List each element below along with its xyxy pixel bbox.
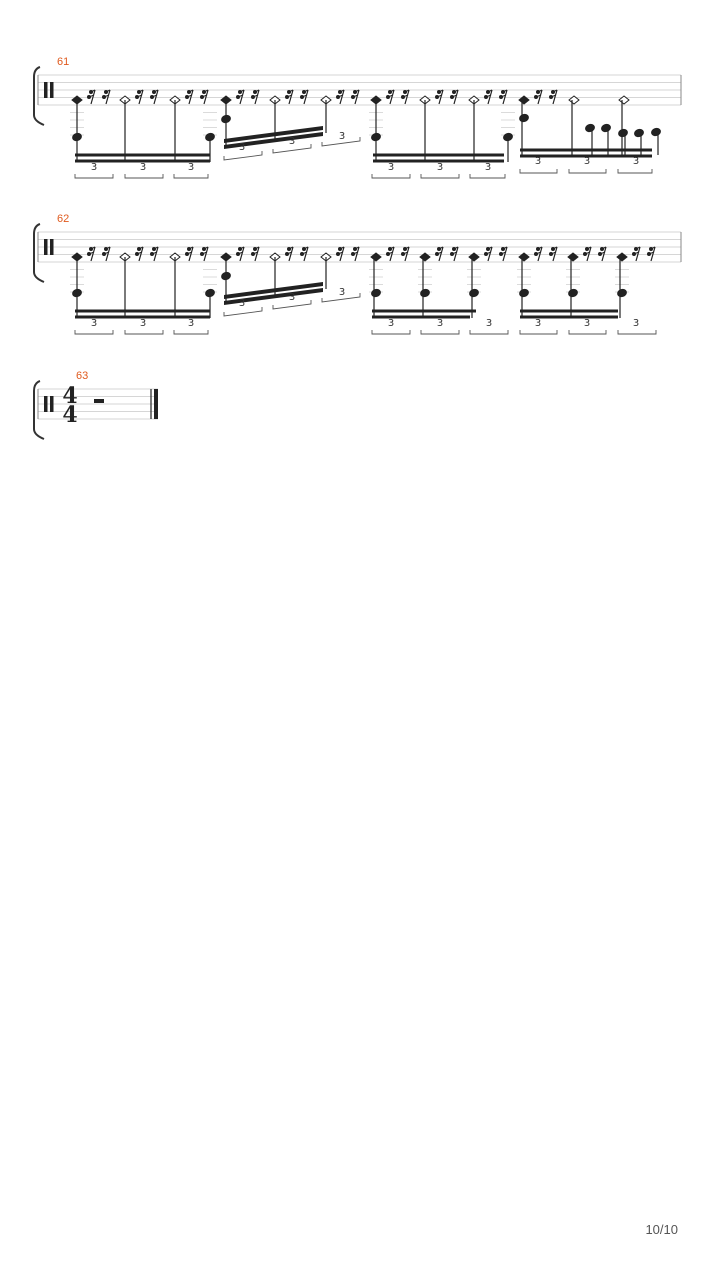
sixteenth-rest: [87, 247, 95, 261]
sixteenth-rest: [150, 90, 158, 104]
sixteenth-rest: [285, 247, 293, 261]
sixteenth-rest: [534, 90, 542, 104]
drum-note: [468, 288, 480, 299]
sixteenth-rest: [200, 247, 208, 261]
tuplet-bracket: [372, 174, 410, 178]
sixteenth-rest: [647, 247, 655, 261]
sixteenth-rest: [499, 247, 507, 261]
sixteenth-rest: [598, 247, 606, 261]
sixteenth-rest: [351, 90, 359, 104]
tuplet-bracket: [75, 174, 113, 178]
system-bracket: [34, 67, 44, 125]
tuplet-number: 3: [238, 298, 246, 309]
tuplet-number: 3: [288, 136, 296, 147]
drum-note: [600, 123, 612, 134]
page-number: 10/10: [645, 1222, 678, 1237]
drum-note: [616, 288, 628, 299]
measure-number: 62: [57, 213, 70, 225]
sixteenth-rest: [435, 247, 443, 261]
sixteenth-rest: [534, 247, 542, 261]
sixteenth-rest: [484, 90, 492, 104]
sixteenth-rest: [300, 90, 308, 104]
sixteenth-rest: [200, 90, 208, 104]
tuplet-bracket: [421, 174, 459, 178]
tuplet-number: 3: [436, 162, 444, 173]
tuplet-number: 3: [187, 162, 195, 173]
sixteenth-rest: [549, 247, 557, 261]
sixteenth-rest: [285, 90, 293, 104]
tuplet-bracket: [618, 169, 652, 173]
system-bracket: [34, 381, 44, 439]
tuplet-bracket: [520, 330, 557, 334]
drum-note: [567, 288, 579, 299]
tuplet-number: 3: [436, 318, 444, 329]
tuplet-number: 3: [583, 156, 591, 167]
tuplet-number: 3: [139, 162, 147, 173]
tuplet-bracket: [174, 330, 208, 334]
sixteenth-rest: [251, 247, 259, 261]
sixteenth-rest: [450, 247, 458, 261]
drum-note: [419, 288, 431, 299]
tuplet-number: 3: [484, 162, 492, 173]
tuplet-bracket: [372, 330, 410, 334]
tuplet-number: 3: [534, 156, 542, 167]
tuplet-number: 3: [90, 162, 98, 173]
sixteenth-rest: [386, 247, 394, 261]
drum-note: [518, 288, 530, 299]
drum-note: [370, 288, 382, 299]
sixteenth-rest: [549, 90, 557, 104]
half-rest: [94, 399, 104, 403]
sixteenth-rest: [351, 247, 359, 261]
sixteenth-rest: [236, 90, 244, 104]
tuplet-bracket: [174, 174, 208, 178]
drum-note: [650, 127, 662, 138]
sixteenth-rest: [102, 90, 110, 104]
sixteenth-rest: [102, 247, 110, 261]
tuplet-number: 3: [632, 156, 640, 167]
tuplet-number: 3: [187, 318, 195, 329]
measure-number: 61: [57, 56, 70, 68]
percussion-clef: [44, 82, 48, 98]
tuplet-number: 3: [338, 287, 346, 298]
sixteenth-rest: [236, 247, 244, 261]
tuplet-number: 3: [238, 142, 246, 153]
tuplet-bracket: [125, 330, 163, 334]
system-bracket: [34, 224, 44, 282]
percussion-clef: [50, 82, 54, 98]
sixteenth-rest: [135, 247, 143, 261]
tuplet-bracket: [569, 330, 606, 334]
sixteenth-rest: [583, 247, 591, 261]
sixteenth-rest: [632, 247, 640, 261]
tuplet-number: 3: [338, 131, 346, 142]
tuplet-number: 3: [583, 318, 591, 329]
system-1: [34, 56, 681, 178]
sixteenth-rest: [336, 247, 344, 261]
sixteenth-rest: [185, 90, 193, 104]
sixteenth-rest: [450, 90, 458, 104]
sixteenth-rest: [336, 90, 344, 104]
tuplet-number: 3: [90, 318, 98, 329]
tuplet-number: 3: [387, 318, 395, 329]
drum-note: [633, 128, 645, 139]
percussion-clef: [50, 239, 54, 255]
drum-note: [584, 123, 596, 134]
system-2: [34, 213, 681, 334]
tuplet-bracket: [470, 330, 508, 334]
sixteenth-rest: [401, 247, 409, 261]
time-signature-bottom: 4: [62, 402, 78, 428]
tuplet-number: 3: [485, 318, 493, 329]
drum-note: [518, 113, 530, 124]
tuplet-number: 3: [288, 292, 296, 303]
sixteenth-rest: [135, 90, 143, 104]
sixteenth-rest: [87, 90, 95, 104]
sixteenth-rest: [499, 90, 507, 104]
sixteenth-rest: [484, 247, 492, 261]
tuplet-number: 3: [632, 318, 640, 329]
measure-number: 63: [76, 370, 89, 382]
percussion-clef: [44, 396, 48, 412]
sixteenth-rest: [300, 247, 308, 261]
sixteenth-rest: [150, 247, 158, 261]
tuplet-number: 3: [534, 318, 542, 329]
percussion-clef: [44, 239, 48, 255]
tuplet-bracket: [569, 169, 606, 173]
tuplet-bracket: [618, 330, 656, 334]
tuplet-bracket: [421, 330, 459, 334]
sixteenth-rest: [435, 90, 443, 104]
tuplet-bracket: [75, 330, 113, 334]
sixteenth-rest: [401, 90, 409, 104]
percussion-clef: [50, 396, 54, 412]
drum-note: [617, 128, 629, 139]
sixteenth-rest: [185, 247, 193, 261]
final-barline-thick: [154, 389, 158, 419]
tuplet-number: 3: [387, 162, 395, 173]
tuplet-bracket: [520, 169, 557, 173]
tuplet-bracket: [125, 174, 163, 178]
tuplet-number: 3: [139, 318, 147, 329]
system-3: [34, 370, 158, 439]
sixteenth-rest: [386, 90, 394, 104]
time-signature-top: 4: [62, 383, 78, 409]
sixteenth-rest: [251, 90, 259, 104]
tuplet-bracket: [470, 174, 505, 178]
